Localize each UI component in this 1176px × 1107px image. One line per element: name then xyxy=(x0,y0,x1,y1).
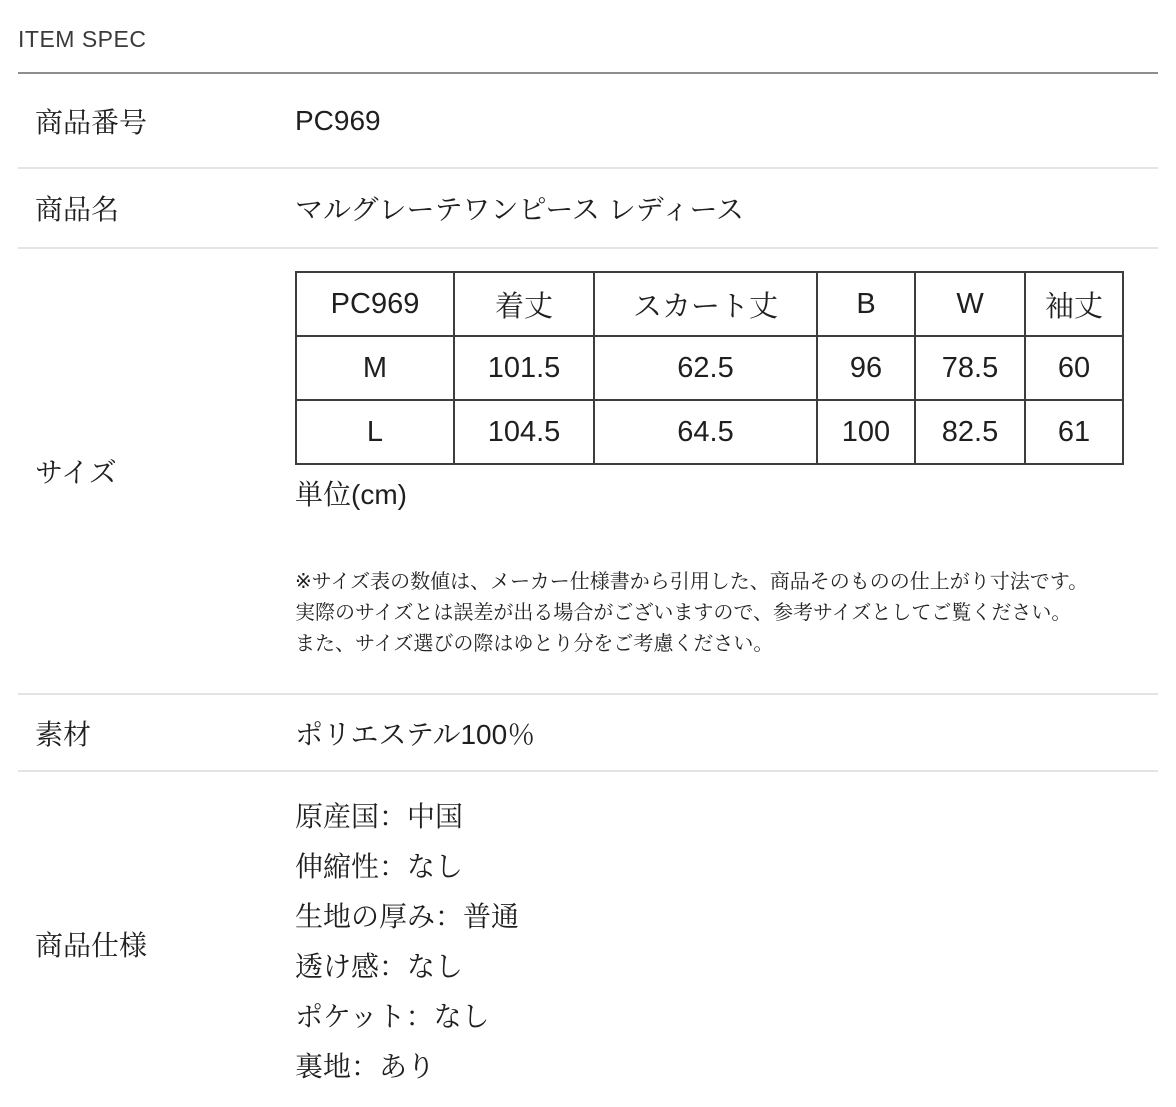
spec-rows xyxy=(18,72,1158,1107)
size-table-cell: 101.5 xyxy=(454,336,594,400)
size-table-cell: 62.5 xyxy=(594,336,817,400)
size-table-header-code: PC969 xyxy=(296,272,454,336)
size-content xyxy=(295,249,1158,693)
size-table-cell: 104.5 xyxy=(454,400,594,464)
size-table-cell: 96 xyxy=(817,336,915,400)
spec-detail-line: 裏地：あり xyxy=(295,1051,436,1082)
size-table-cell: 61 xyxy=(1025,400,1123,464)
spec-detail-line: ポケット：なし xyxy=(295,1001,490,1032)
spec-row-product-name xyxy=(18,169,1158,249)
spec-details-value xyxy=(295,772,1158,1107)
section-title: ITEM SPEC xyxy=(18,26,147,52)
size-unit-label: 単位(cm) xyxy=(295,479,407,510)
product-number-label: 商品番号 xyxy=(35,106,148,138)
size-table-header-bust: B xyxy=(817,272,915,336)
size-table-cell: 60 xyxy=(1025,336,1123,400)
size-label: サイズ xyxy=(35,457,117,488)
size-note xyxy=(295,567,1158,660)
material-value: ポリエステル100％ xyxy=(295,718,536,750)
size-table-header-row xyxy=(296,272,1123,336)
material-label: 素材 xyxy=(35,718,92,750)
spec-detail-line: 伸縮性：なし xyxy=(295,851,464,882)
spec-row-material xyxy=(18,695,1158,772)
spec-row-size xyxy=(18,249,1158,695)
size-table-cell: 100 xyxy=(817,400,915,464)
size-table-header-length: 着丈 xyxy=(454,272,594,336)
size-table-row-m xyxy=(296,336,1123,400)
size-table-cell: 64.5 xyxy=(594,400,817,464)
size-table-header-waist: W xyxy=(915,272,1025,336)
size-table-cell: 82.5 xyxy=(915,400,1025,464)
size-table-row-l xyxy=(296,400,1123,464)
spec-row-product-number xyxy=(18,74,1158,169)
size-note-line: また、サイズ選びの際はゆとり分をご考慮ください。 xyxy=(295,633,774,655)
size-table-header-sleeve: 袖丈 xyxy=(1025,272,1123,336)
spec-detail-line: 透け感：なし xyxy=(295,951,464,982)
size-note-line: ※サイズ表の数値は、メーカー仕様書から引用した、商品そのものの仕上がり寸法です。 xyxy=(295,571,1089,593)
size-table-cell: L xyxy=(296,400,454,464)
spec-detail-line: 生地の厚み：普通 xyxy=(295,901,520,932)
size-table-header-skirt: スカート丈 xyxy=(594,272,817,336)
spec-row-details xyxy=(18,772,1158,1107)
size-note-line: 実際のサイズとは誤差が出る場合がございますので、参考サイズとしてご覧ください。 xyxy=(295,602,1072,624)
size-table-cell: 78.5 xyxy=(915,336,1025,400)
product-number-value: PC969 xyxy=(295,104,381,136)
spec-detail-line: 原産国：中国 xyxy=(295,801,464,832)
size-table-cell: M xyxy=(296,336,454,400)
product-name-value: マルグレーテワンピース レディース xyxy=(295,194,745,225)
spec-details-label: 商品仕様 xyxy=(35,930,148,961)
size-table xyxy=(295,271,1124,465)
product-name-label: 商品名 xyxy=(35,194,120,225)
